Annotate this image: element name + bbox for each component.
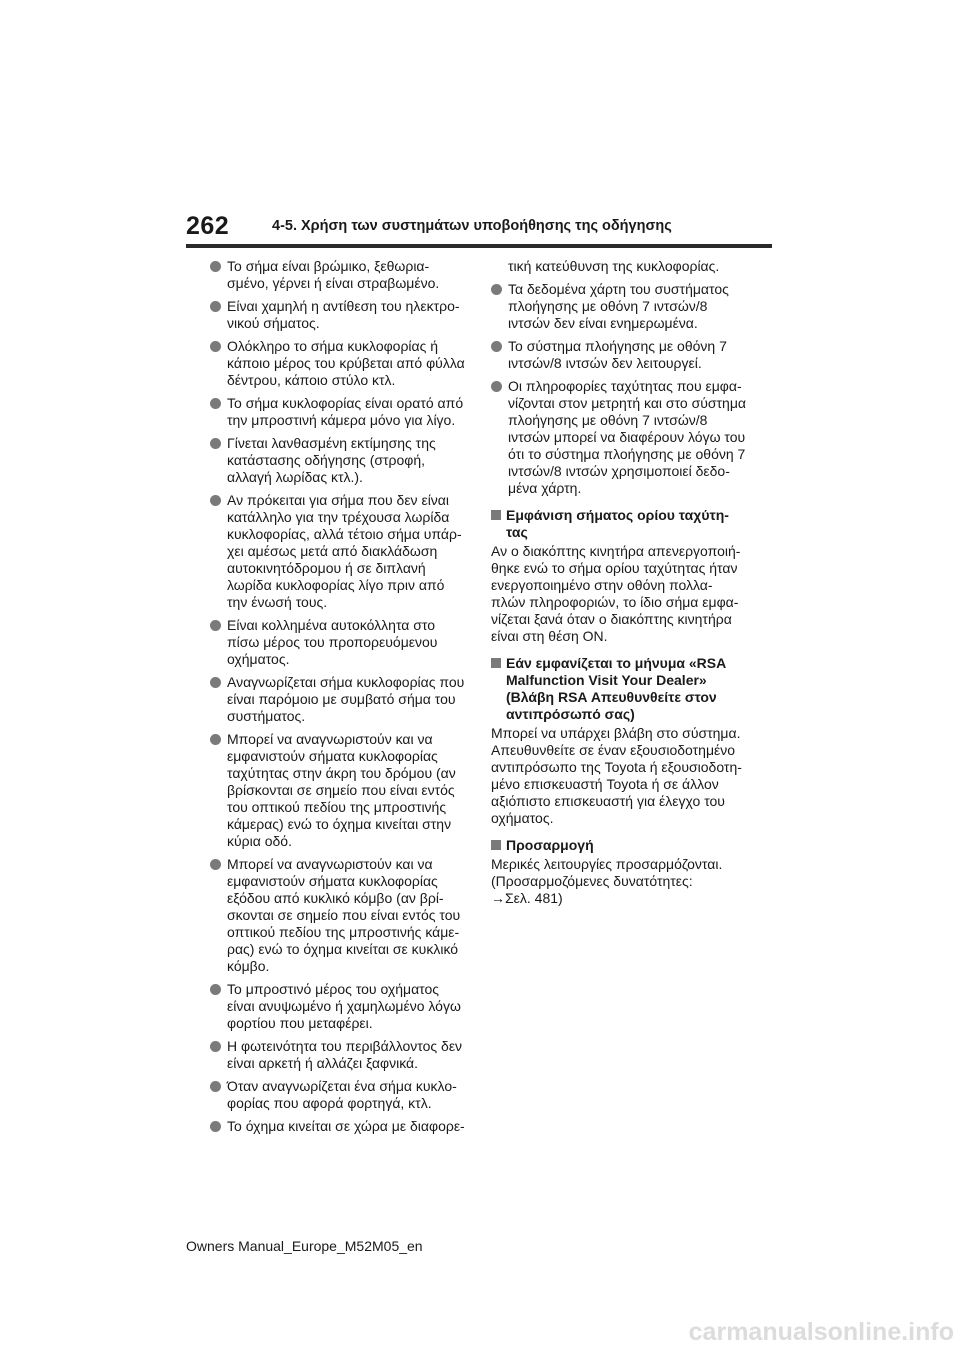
header-rule xyxy=(186,244,772,248)
bullet-dot-icon xyxy=(491,284,502,295)
list-item: Όταν αναγνωρίζεται ένα σήμα κυκλο- φορίας που αφορά φορτηγά, κτλ. xyxy=(210,1078,482,1112)
list-item: Γίνεται λανθασμένη εκτίμησης της κατάστασης οδήγησης (στροφή, αλλαγή λωρίδας κτλ.). xyxy=(210,435,482,486)
square-bullet-icon xyxy=(491,658,501,668)
page-header xyxy=(186,212,772,248)
list-item: Είναι χαμηλή η αντίθεση του ηλεκτρο- νικού σήματος. xyxy=(210,298,482,332)
bullet-dot-icon xyxy=(210,620,221,631)
list-item: Μπορεί να αναγνωριστούν και να εμφανιστούν σήματα κυκλοφορίας ταχύτητας στην άκρη του δρόμου (αν βρίσκονται σε σημείο που είναι εντός του οπτικού πεδίου της μπροστινής κάμερας) ενώ το όχημα κινείται στην κύρια οδό. xyxy=(210,731,482,850)
section-body: Αν ο διακόπτης κινητήρα απενεργοποιή- θηκε ενώ το σήμα ορίου ταχύτητας ήταν ενεργοποιημένο στην οθόνη πολλα- πλών πληροφοριών, το ίδιο σήμα εμφα- νίζεται ξανά όταν ο διακόπτης κινητήρα είναι στη θέση ON. xyxy=(491,543,741,644)
bullet-dot-icon xyxy=(210,301,221,312)
bullet-dot-icon xyxy=(210,859,221,870)
list-item: Το όχημα κινείται σε χώρα με διαφορε- xyxy=(210,1118,482,1135)
list-item: Το μπροστινό μέρος του οχήματος είναι ανυψωμένο ή χαμηλωμένο λόγω φορτίου που μεταφέρει. xyxy=(210,981,482,1032)
list-item: Ολόκληρο το σήμα κυκλοφορίας ή κάποιο μέρος του κρύβεται από φύλλα δέντρου, κάποιο στύλο κτλ. xyxy=(210,338,482,389)
bullet-dot-icon xyxy=(491,381,502,392)
bullet-dot-icon xyxy=(491,341,502,352)
list-item: Αν πρόκειται για σήμα που δεν είναι κατάλληλο για την τρέχουσα λωρίδα κυκλοφορίας, αλλά τέτοιο σήμα υπάρ- χει αμέσως μετά από διακλάδωση αυτοκινητόδρομου ή σε διπλανή λωρίδα κυκλοφορίας λίγο πριν από την ένωσή τους. xyxy=(210,492,482,611)
list-item: Τα δεδομένα χάρτη του συστήματος πλοήγησης με οθόνη 7 ιντσών/8 ιντσών δεν είναι ενημερωμένα. xyxy=(491,281,765,332)
list-item: Οι πληροφορίες ταχύτητας που εμφα- νίζονται στον μετρητή και στο σύστημα πλοήγησης με οθόνη 7 ιντσών/8 ιντσών μπορεί να διαφέρουν λόγω του ότι το σύστημα πλοήγησης με οθόνη 7 ιντσών/8 ιντσών χρησιμοποιεί δεδο- μένα χάρτη. xyxy=(491,378,765,497)
bullet-dot-icon xyxy=(210,1081,221,1092)
right-column xyxy=(491,258,765,913)
bullet-dot-icon xyxy=(210,341,221,352)
bullet-dot-icon xyxy=(210,1041,221,1052)
list-item: Μπορεί να αναγνωριστούν και να εμφανιστούν σήματα κυκλοφορίας εξόδου από κυκλικό κόμβο (αν βρί- σκονται σε σημείο που είναι εντός του οπτικού πεδίου της μπροστινής κάμε- ρας) ενώ το όχημα κινείται σε κυκλικό κόμβο. xyxy=(210,856,482,975)
list-item: Αναγνωρίζεται σήμα κυκλοφορίας που είναι παρόμοιο με συμβατό σήμα του συστήματος. xyxy=(210,674,482,725)
left-column xyxy=(210,258,482,1141)
list-item: Το σύστημα πλοήγησης με οθόνη 7 ιντσών/8 ιντσών δεν λειτουργεί. xyxy=(491,338,765,372)
section-heading: Εμφάνιση σήματος ορίου ταχύτη- τας xyxy=(491,507,765,541)
section-heading: Προσαρμογή xyxy=(491,837,765,854)
bullet-dot-icon xyxy=(210,261,221,272)
section-title: 4-5. Χρήση των συστημάτων υποβοήθησης της οδήγησης xyxy=(272,218,672,234)
bullet-dot-icon xyxy=(210,398,221,409)
bullet-dot-icon xyxy=(210,495,221,506)
page-number: 262 xyxy=(186,212,230,240)
square-bullet-icon xyxy=(491,510,501,520)
bullet-dot-icon xyxy=(210,1121,221,1132)
list-item: Η φωτεινότητα του περιβάλλοντος δεν είναι αρκετή ή αλλάζει ξαφνικά. xyxy=(210,1038,482,1072)
list-item: Το σήμα κυκλοφορίας είναι ορατό από την μπροστινή κάμερα μόνο για λίγο. xyxy=(210,395,482,429)
list-item: Είναι κολλημένα αυτοκόλλητα στο πίσω μέρος του προπορευόμενου οχήματος. xyxy=(210,617,482,668)
list-item: Το σήμα είναι βρώμικο, ξεθωρια- σμένο, γέρνει ή είναι στραβωμένο. xyxy=(210,258,482,292)
footer-text: Owners Manual_Europe_M52M05_en xyxy=(186,1238,423,1254)
bullet-dot-icon xyxy=(210,677,221,688)
bullet-dot-icon xyxy=(210,438,221,449)
section-body: Μερικές λειτουργίες προσαρμόζονται. (Προσαρμοζόμενες δυνατότητες: →Σελ. 481) xyxy=(491,856,723,906)
section-heading: Εάν εμφανίζεται το μήνυμα «RSA Malfunction Visit Your Dealer» (Βλάβη RSA Απευθυνθείτε στον αντιπρόσωπό σας) xyxy=(491,655,765,723)
bullet-dot-icon xyxy=(210,984,221,995)
watermark: carmanualsonline.info xyxy=(688,1318,954,1346)
list-item-continuation: τική κατεύθυνση της κυκλοφορίας. xyxy=(508,258,720,274)
square-bullet-icon xyxy=(491,840,501,850)
bullet-dot-icon xyxy=(210,734,221,745)
section-body: Μπορεί να υπάρχει βλάβη στο σύστημα. Απευθυνθείτε σε έναν εξουσιοδοτημένο αντιπρόσωπο της Toyota ή εξουσιοδοτη- μένο επισκευαστή Toyota ή σε άλλον αξιόπιστο επισκευαστή για έλεγχο του οχήματος. xyxy=(491,725,742,826)
